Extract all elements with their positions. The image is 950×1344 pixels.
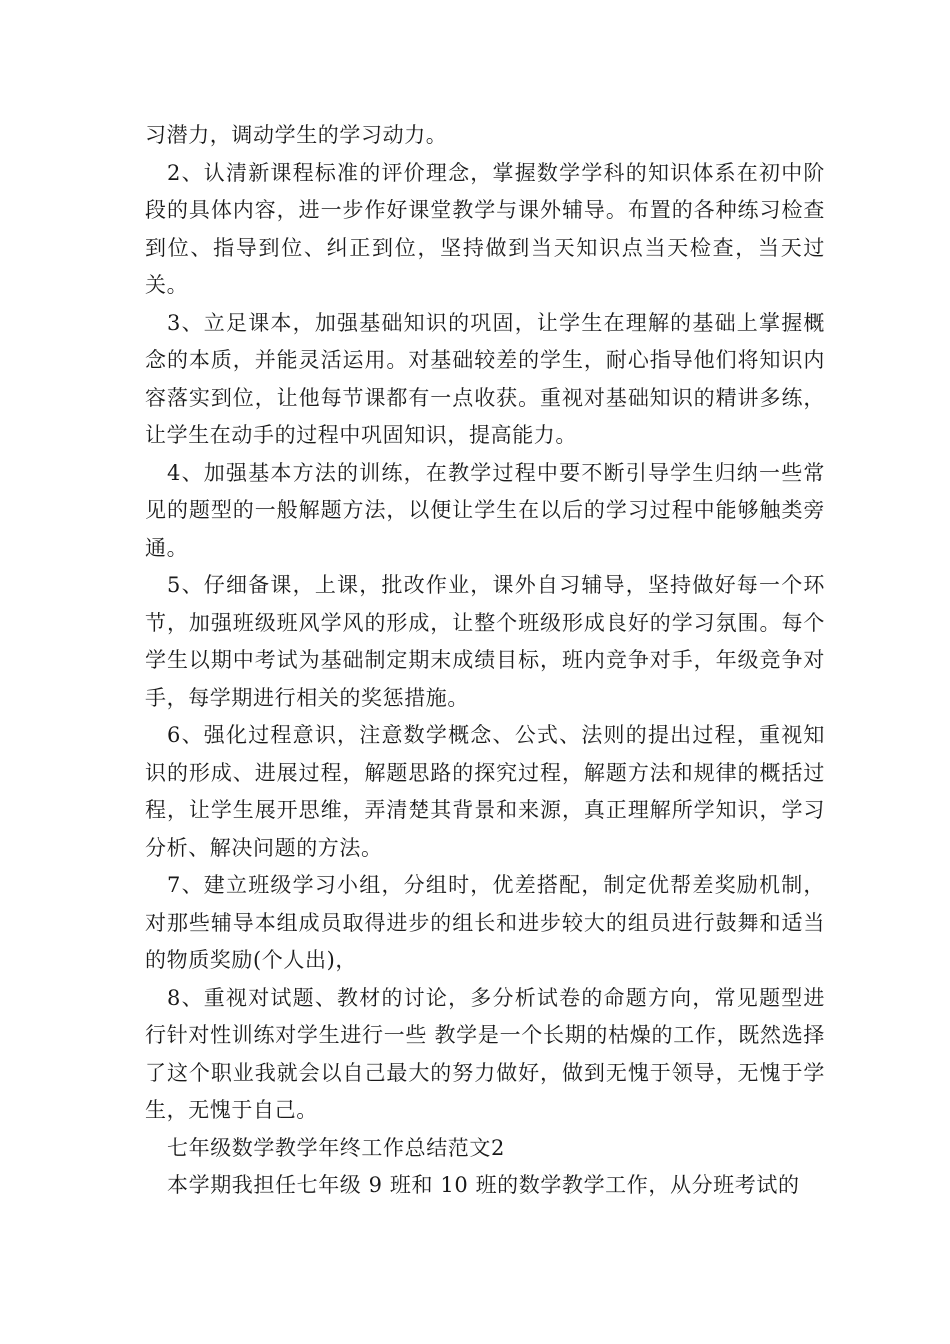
paragraph-item-5: 5、仔细备课，上课，批改作业，课外自习辅导，坚持做好每一个环节，加强班级班风学风的形成，让整个班级形成良好的学习氛围。每个学生以期中考试为基础制定期末成绩目标，班内竞争对手，年级竞争对手，每学期进行相关的奖惩措施。 bbox=[145, 573, 825, 710]
paragraph-intro: 本学期我担任七年级 9 班和 10 班的数学教学工作，从分班考试的 bbox=[167, 1173, 800, 1197]
paragraph-continuation: 习潜力，调动学生的学习动力。 bbox=[145, 123, 448, 147]
paragraph-item-7: 7、建立班级学习小组，分组时，优差搭配，制定优帮差奖励机制，对那些辅导本组成员取得进步的组长和进步较大的组员进行鼓舞和适当的物质奖励(个人出)， bbox=[145, 873, 825, 972]
paragraph-item-4: 4、加强基本方法的训练，在教学过程中要不断引导学生归纳一些常见的题型的一般解题方法，以便让学生在以后的学习过程中能够触类旁通。 bbox=[145, 460, 825, 560]
paragraph-item-6: 6、强化过程意识，注意数学概念、公式、法则的提出过程，重视知识的形成、进展过程，解题思路的探究过程，解题方法和规律的概括过程，让学生展开思维，弄清楚其背景和来源，真正理解所学知识，学习分析、解决问题的方法。 bbox=[145, 723, 825, 860]
section-title: 七年级数学教学年终工作总结范文2 bbox=[167, 1135, 505, 1160]
paragraph-item-3: 3、立足课本，加强基础知识的巩固，让学生在理解的基础上掌握概念的本质，并能灵活运用。对基础较差的学生，耐心指导他们将知识内容落实到位，让他每节课都有一点收获。重视对基础知识的精讲多练，让学生在动手的过程中巩固知识，提高能力。 bbox=[145, 310, 825, 447]
document-body bbox=[145, 117, 825, 1205]
paragraph-item-2: 2、认清新课程标准的评价理念，掌握数学学科的知识体系在初中阶段的具体内容，进一步作好课堂教学与课外辅导。布置的各种练习检查到位、指导到位、纠正到位，坚持做到当天知识点当天检查，当天过关。 bbox=[145, 160, 825, 297]
paragraph-item-8: 8、重视对试题、教材的讨论，多分析试卷的命题方向，常见题型进行针对性训练对学生进行一些 教学是一个长期的枯燥的工作，既然选择了这个职业我就会以自己最大的努力做好，做到无愧于领导，无愧于学生，无愧于自己。 bbox=[145, 985, 825, 1122]
